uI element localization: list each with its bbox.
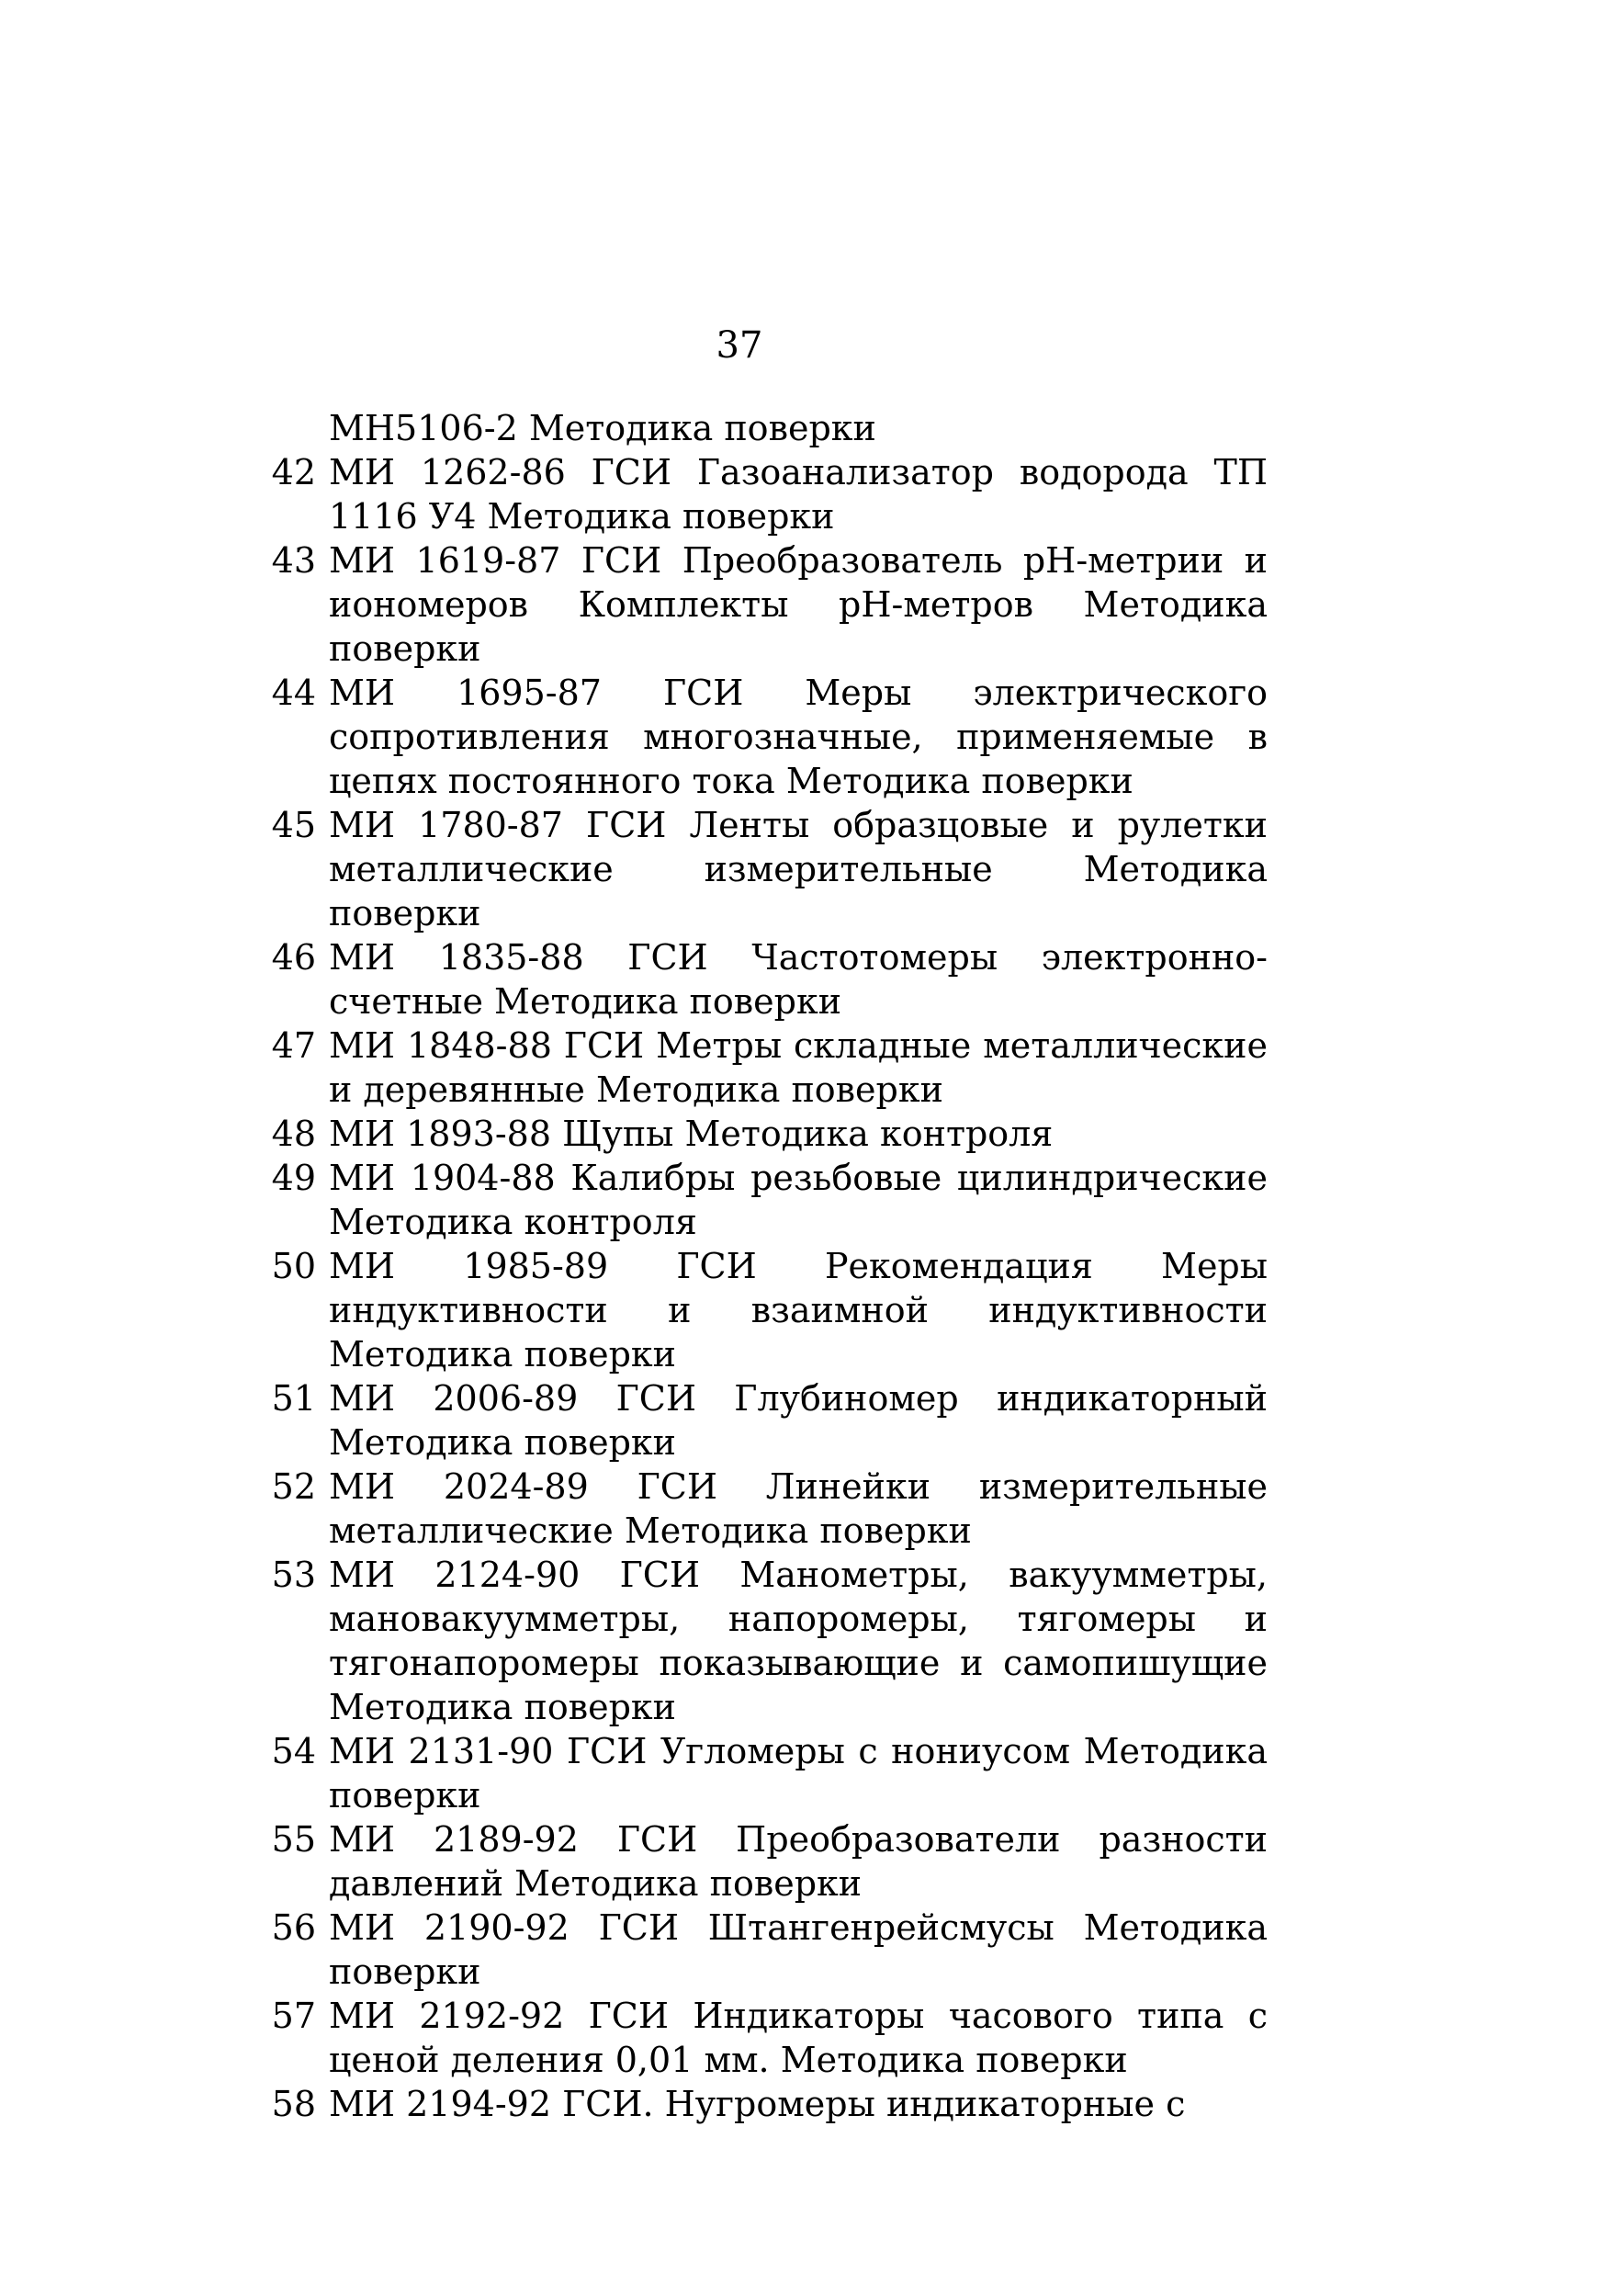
standards-list — [248, 406, 1268, 2126]
list-item — [248, 450, 1268, 538]
page-number: 37 — [716, 324, 763, 367]
entry-text: МИ 2024-89 ГСИ Линейки измерительные металлические Методика поверки — [329, 1466, 1268, 1551]
entry-text: МИ 2190-92 ГСИ Штангенрейсмусы Методика поверки — [329, 1907, 1268, 1992]
list-item — [248, 1906, 1268, 1994]
entry-text: МИ 1985-89 ГСИ Рекомендация Меры индуктивности и взаимной индуктивности Методика поверки — [329, 1246, 1268, 1374]
entry-number: 42 — [271, 452, 316, 492]
entry-text: МИ 1835-88 ГСИ Частотомеры электронно-счетные Методика поверки — [329, 937, 1268, 1022]
entry-number: 44 — [271, 673, 316, 713]
entry-text: МИ 1695-87 ГСИ Меры электрического сопротивления многозначные, применяемые в цепях постоянного тока Методика поверки — [329, 673, 1268, 801]
list-item — [248, 1994, 1268, 2082]
entry-text: МИ 1262-86 ГСИ Газоанализатор водорода ТП 1116 У4 Методика поверки — [329, 452, 1268, 537]
entry-number: 46 — [271, 937, 316, 978]
entry-text: МИ 1848-88 ГСИ Метры складные металлические и деревянные Методика поверки — [329, 1025, 1268, 1110]
entry-text: МИ 2006-89 ГСИ Глубиномер индикаторный Методика поверки — [329, 1378, 1268, 1463]
entry-text: МИ 2189-92 ГСИ Преобразователи разности давлений Методика поверки — [329, 1819, 1268, 1904]
entry-number: 52 — [271, 1466, 316, 1507]
list-item — [248, 2082, 1268, 2126]
entry-text: МИ 1780-87 ГСИ Ленты образцовые и рулетки металлические измерительные Методика поверки — [329, 805, 1268, 933]
entry-text: МИ 2124-90 ГСИ Манометры, вакуумметры, мановакуумметры, напоромеры, тягомеры и тягонапоромеры показывающие и самопишущие Методика поверки — [329, 1555, 1268, 1727]
entry-text: МИ 1893-88 Щупы Методика контроля — [329, 1114, 1054, 1154]
list-item — [248, 1156, 1268, 1244]
entry-text: МИ 1619-87 ГСИ Преобразователь рН-метрии и иономеров Комплекты рН-метров Методика поверки — [329, 540, 1268, 669]
entry-number: 48 — [271, 1114, 316, 1154]
list-item — [248, 1024, 1268, 1112]
list-item — [248, 1729, 1268, 1817]
entry-number: 49 — [271, 1158, 316, 1198]
entry-number: 50 — [271, 1246, 316, 1286]
list-item — [248, 1376, 1268, 1465]
entry-text: МИ 2131-90 ГСИ Угломеры с нониусом Методика поверки — [329, 1731, 1268, 1816]
entry-number: 47 — [271, 1025, 316, 1066]
entry-number: 43 — [271, 540, 316, 581]
entry-text: МИ 2194-92 ГСИ. Нугромеры индикаторные с — [329, 2084, 1186, 2124]
entry-number: 54 — [271, 1731, 316, 1771]
list-item — [248, 1465, 1268, 1553]
list-item — [248, 671, 1268, 803]
list-item — [248, 1112, 1268, 1156]
list-item — [248, 935, 1268, 1024]
entry-number: 57 — [271, 1996, 316, 2036]
entry-number: 55 — [271, 1819, 316, 1860]
continued-entry-text: МН5106-2 Методика поверки — [329, 408, 876, 448]
entry-number: 51 — [271, 1378, 316, 1419]
entry-number: 53 — [271, 1555, 316, 1595]
list-item — [248, 1244, 1268, 1376]
list-item — [248, 1817, 1268, 1906]
entry-number: 58 — [271, 2084, 316, 2124]
entry-number: 45 — [271, 805, 316, 845]
entry-text: МИ 1904-88 Калибры резьбовые цилиндрические Методика контроля — [329, 1158, 1268, 1242]
entry-text: МИ 2192-92 ГСИ Индикаторы часового типа с ценой деления 0,01 мм. Методика поверки — [329, 1996, 1268, 2080]
list-item — [248, 803, 1268, 935]
entry-number: 56 — [271, 1907, 316, 1948]
list-item — [248, 538, 1268, 671]
list-item — [248, 1553, 1268, 1729]
